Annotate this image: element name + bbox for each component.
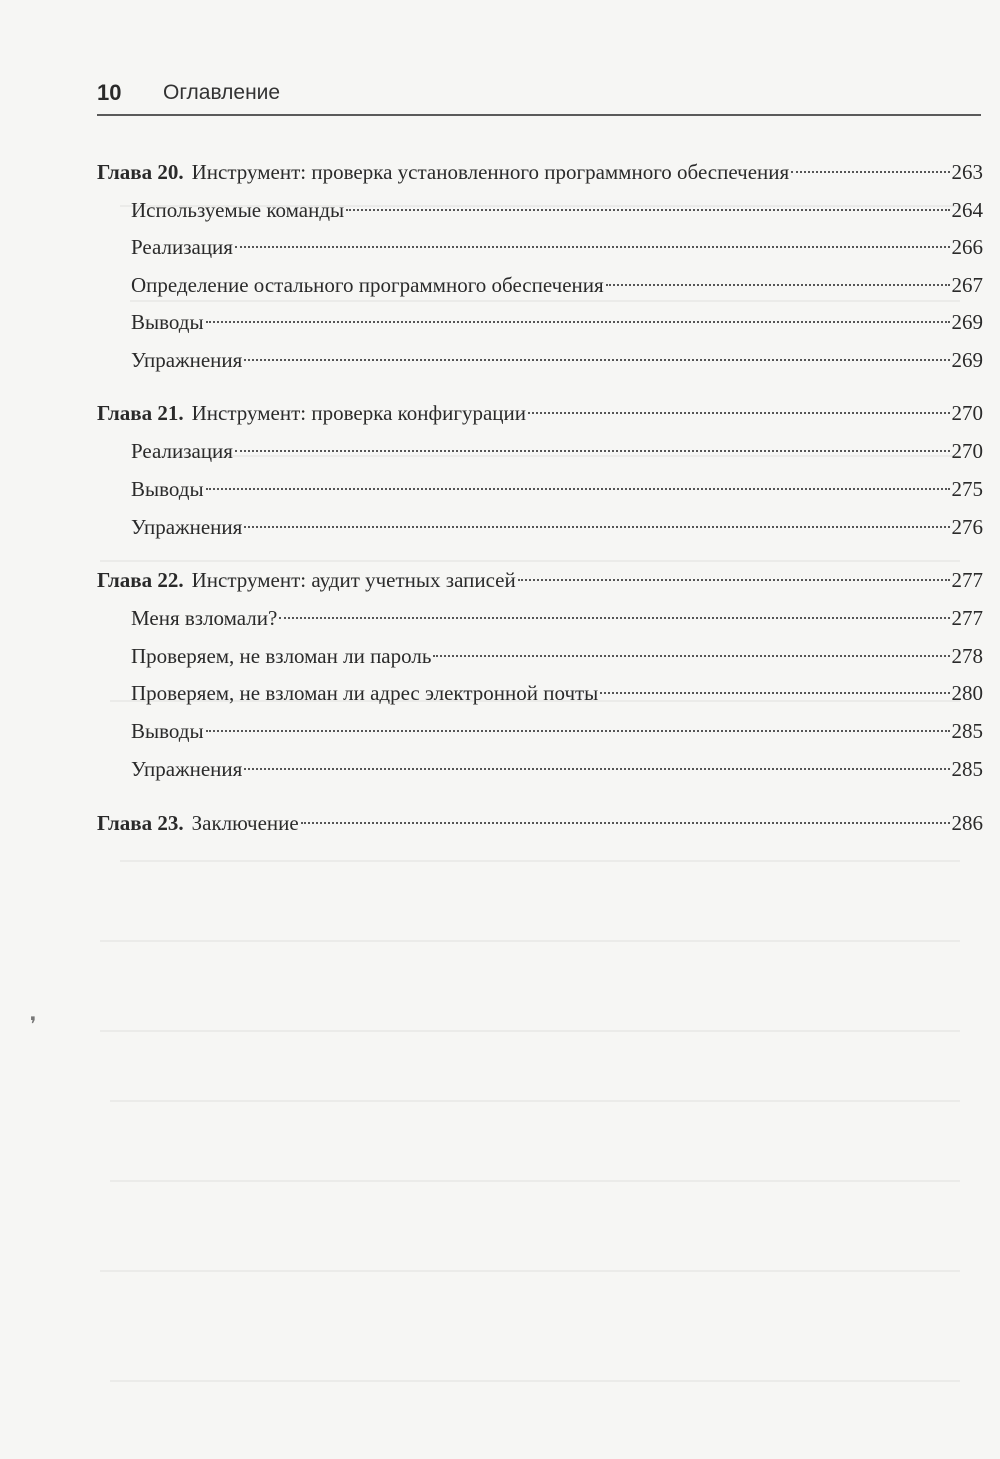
toc-section[interactable]: [131, 195, 983, 225]
dot-leader: [518, 579, 950, 581]
toc-chapter-21[interactable]: [97, 398, 983, 428]
section-title: Выводы: [131, 310, 204, 334]
page-ref: 277: [951, 568, 983, 592]
toc-section[interactable]: [131, 270, 983, 300]
page-ref: 264: [951, 198, 983, 222]
dot-leader: [206, 321, 950, 323]
section-title: Проверяем, не взломан ли адрес электронной почты: [131, 681, 599, 705]
page-ref: 275: [951, 477, 983, 501]
section-title: Используемые команды: [131, 198, 345, 222]
toc-section[interactable]: [131, 307, 983, 337]
page-ref: 276: [951, 515, 983, 539]
chapter-label: Глава 21.: [97, 401, 184, 425]
chapter-title: Инструмент: аудит учетных записей: [191, 568, 516, 592]
section-title: Реализация: [131, 235, 233, 259]
toc-section[interactable]: [131, 716, 983, 746]
page-ref: 267: [951, 273, 983, 297]
dot-leader: [606, 284, 950, 286]
chapter-title: Инструмент: проверка установленного программного обеспечения: [191, 160, 790, 184]
chapter-title: Инструмент: проверка конфигурации: [191, 401, 527, 425]
dot-leader: [279, 617, 949, 619]
dot-leader: [346, 209, 949, 211]
dot-leader: [235, 246, 950, 248]
dot-leader: [235, 450, 950, 452]
section-title: Определение остального программного обеспечения: [131, 273, 604, 297]
running-title: Оглавление: [163, 81, 281, 104]
dot-leader: [244, 768, 949, 770]
toc-chapter-23[interactable]: [97, 808, 983, 838]
section-title: Проверяем, не взломан ли пароль: [131, 644, 432, 668]
dot-leader: [433, 655, 949, 657]
page-number: 10: [97, 80, 122, 105]
section-title: Выводы: [131, 477, 204, 501]
page-ref: 277: [951, 606, 983, 630]
page-ref: 263: [951, 160, 983, 184]
toc-section[interactable]: [131, 512, 983, 542]
page-ref: 269: [951, 310, 983, 334]
section-title: Упражнения: [131, 515, 243, 539]
page-ref: 286: [951, 811, 983, 835]
dot-leader: [528, 412, 949, 414]
toc-chapter-20[interactable]: [97, 157, 983, 187]
page-ref: 285: [951, 757, 983, 781]
dot-leader: [244, 526, 949, 528]
toc-section[interactable]: [131, 678, 983, 708]
toc-section[interactable]: [131, 641, 983, 671]
page-ref: 285: [951, 719, 983, 743]
chapter-label: Глава 22.: [97, 568, 184, 592]
page-ref: 270: [951, 439, 983, 463]
toc-section[interactable]: [131, 603, 983, 633]
toc-section[interactable]: [131, 232, 983, 262]
section-title: Меня взломали?: [131, 606, 278, 630]
section-title: Реализация: [131, 439, 233, 463]
page-ref: 266: [951, 235, 983, 259]
section-title: Упражнения: [131, 757, 243, 781]
dot-leader: [600, 692, 949, 694]
page-ref: 280: [951, 681, 983, 705]
dot-leader: [244, 359, 949, 361]
page-ref: 269: [951, 348, 983, 372]
margin-mark: ❜: [30, 1012, 37, 1036]
toc-section[interactable]: [131, 345, 983, 375]
toc-section[interactable]: [131, 754, 983, 784]
toc-section[interactable]: [131, 436, 983, 466]
page-ref: 270: [951, 401, 983, 425]
section-title: Выводы: [131, 719, 204, 743]
dot-leader: [301, 822, 950, 824]
toc-chapter-22[interactable]: [97, 565, 983, 595]
dot-leader: [206, 730, 950, 732]
chapter-label: Глава 20.: [97, 160, 184, 184]
dot-leader: [791, 171, 949, 173]
toc-section[interactable]: [131, 474, 983, 504]
section-title: Упражнения: [131, 348, 243, 372]
chapter-label: Глава 23.: [97, 811, 184, 835]
dot-leader: [206, 488, 950, 490]
page-header: [97, 76, 981, 116]
page-ref: 278: [951, 644, 983, 668]
chapter-title: Заключение: [191, 811, 299, 835]
